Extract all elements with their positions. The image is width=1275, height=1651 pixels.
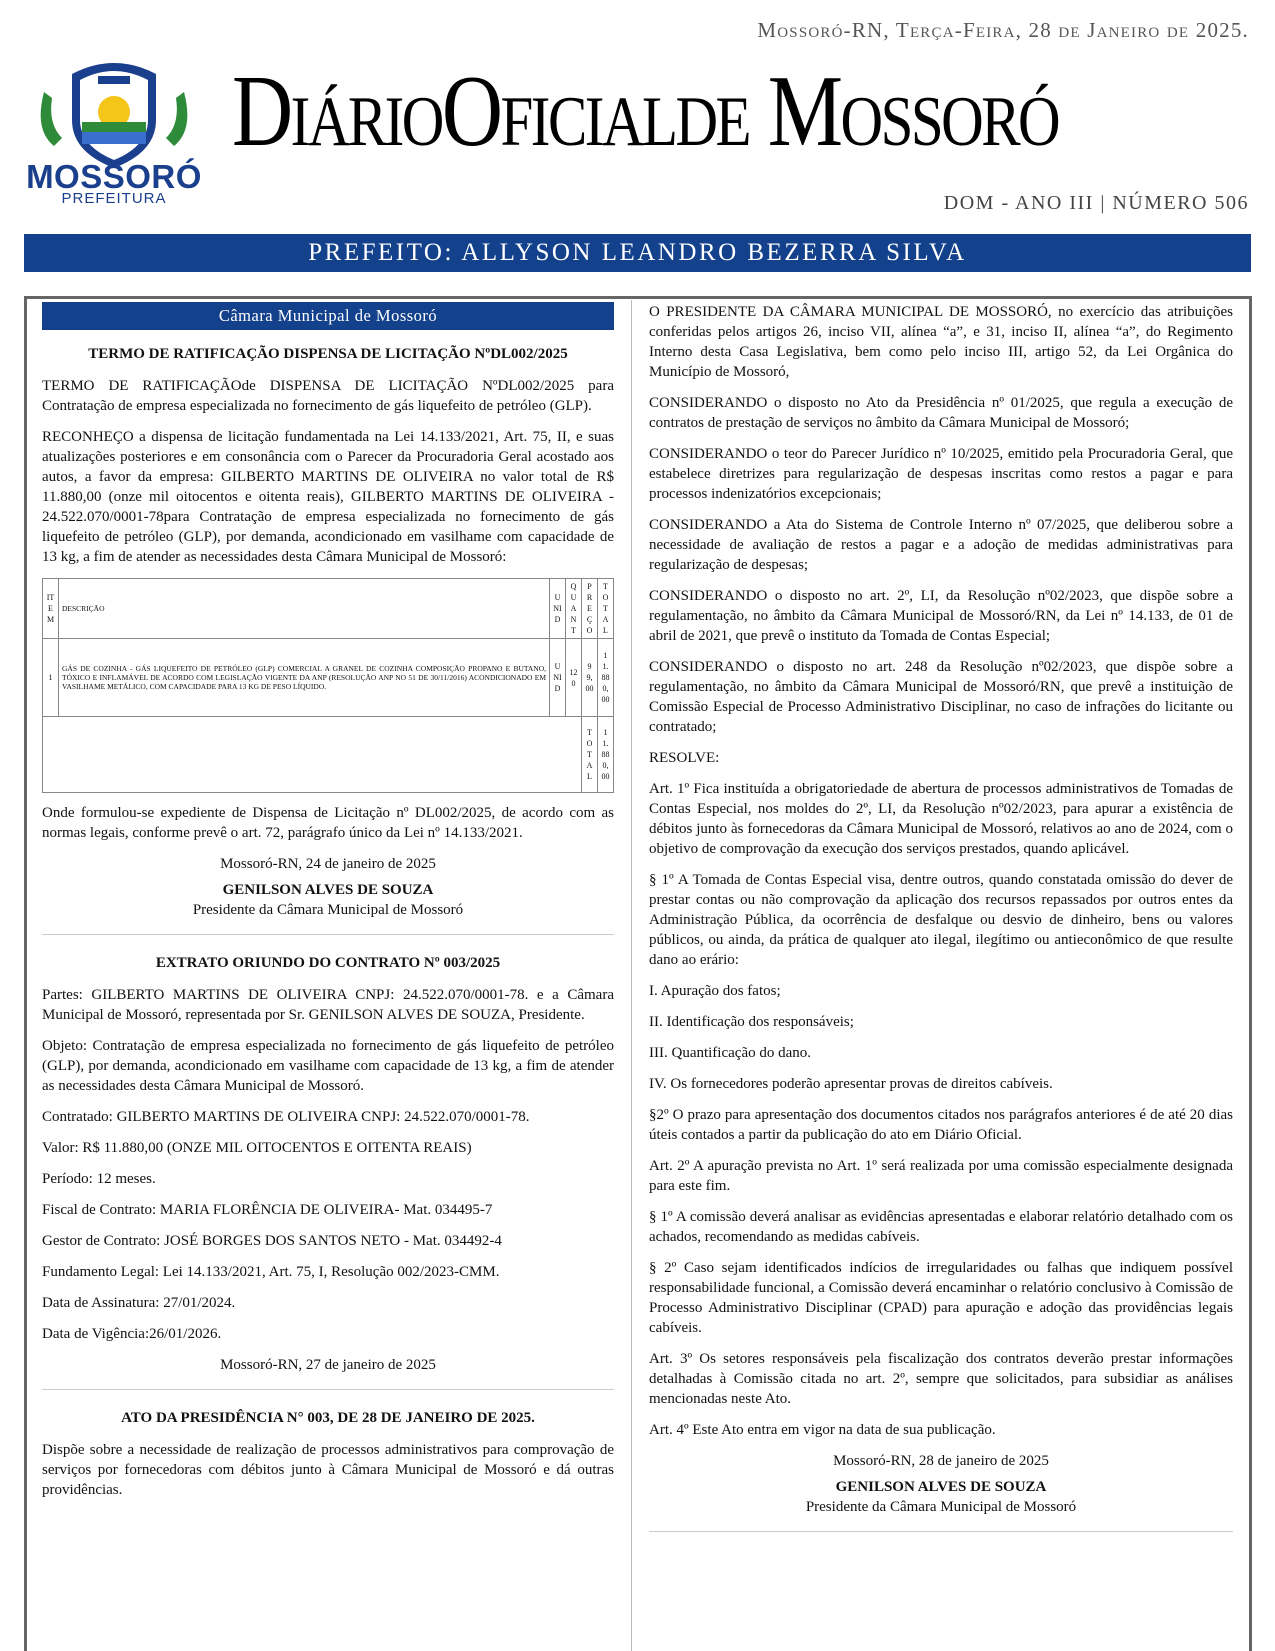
art-1-item-ii: II. Identificação dos responsáveis;: [649, 1014, 854, 1030]
termo-paragraph-2: RECONHEÇO a dispensa de licitação fundamentada na Lei 14.133/2021, Art. 75, II, e suas atualizações posteriores e em consonância com o Parecer da Procuradoria Geral acostado aos autos, a favor da empresa: GILBERTO MARTINS DE OLIVEIRA no valor total de R$ 11.880,00 (onze mil oitocentos e oitenta reais), GILBERTO MARTINS DE OLIVEIRA - 24.522.070/0001-78para Contratação de empresa especializada no fornecimento de gás liquefeito de petróleo (GLP), por demanda, acondicionado em vasilhame com capacidade de 13 kg, a fim de atender as necessidades desta Câmara Municipal de Mossoró:: [42, 429, 614, 565]
items-table: [42, 578, 614, 793]
masthead-word-2: Oficial: [441, 55, 676, 168]
ato-signatory-name: GENILSON ALVES DE SOUZA: [835, 1479, 1047, 1495]
header-description: DESCRIÇÃO: [59, 579, 550, 639]
logo-subtitle: PREFEITURA: [61, 190, 167, 207]
termo-signatory-role: Presidente da Câmara Municipal de Mossoró: [192, 902, 464, 918]
header-unid: UNID: [550, 579, 566, 639]
row-total: 11.880,00: [598, 639, 614, 717]
masthead-word-3: de: [675, 55, 750, 168]
row-preco: 99,00: [582, 639, 598, 717]
art-1: Art. 1º Fica instituída a obrigatoriedade de abertura de processos administrativos de Tomadas de Contas Especial, nos moldes do 2º, LI, da Resolução nº02/2023, para apurar a existência de débitos junto às fornecedoras da Câmara Municipal de Mossoró, relativos ao ano de 2024, com o objetivo de comprovação da execução dos serviços prestados, quando aplicável.: [649, 781, 1233, 857]
section-title: Câmara Municipal de Mossoró: [42, 302, 614, 330]
ato-title: ATO DA PRESIDÊNCIA N° 003, DE 28 DE JANEIRO DE 2025.: [121, 1410, 535, 1426]
extrato-valor: Valor: R$ 11.880,00 (ONZE MIL OITOCENTOS E OITENTA REAIS): [42, 1140, 472, 1156]
table-header-row: [43, 579, 614, 639]
extrato-periodo: Período: 12 meses.: [42, 1171, 156, 1187]
art-1-par-1: § 1º A Tomada de Contas Especial visa, dentre outros, quando constatada omissão do dever de prestar contas ou não comprovação da aplicação dos recursos repassados por outros entes da Administração Pública, da ocorrência de desfalque ou desvio de dinheiro, bens ou valores públicos, ou ainda, da prática de qualquer ato ilegal, ilegítimo ou antieconômico de que resulte dano ao erário:: [649, 872, 1233, 968]
header-preco: PREÇO: [582, 579, 598, 639]
art-2-par-1: § 1º A comissão deverá analisar as evidências apresentadas e elaborar relatório detalhado com os achados, recomendando as medidas cabíveis.: [649, 1209, 1233, 1245]
separator: [649, 1531, 1233, 1532]
extrato-title: EXTRATO ORIUNDO DO CONTRATO Nº 003/2025: [155, 955, 501, 971]
total-value: 11.880,00: [598, 717, 614, 793]
masthead-title: [232, 42, 1079, 182]
extrato-objeto: Objeto: Contratação de empresa especializada no fornecimento de gás liquefeito de petróleo (GLP), por demanda, acondicionado em vasilhame com capacidade de 13 kg, a fim de atender as necessidades desta Câmara Municipal de Mossoró.: [42, 1038, 614, 1094]
termo-signatory-name: GENILSON ALVES DE SOUZA: [222, 882, 434, 898]
art-2: Art. 2º A apuração prevista no Art. 1º será realizada por uma comissão especialmente designada para este fim.: [649, 1158, 1233, 1194]
extrato-fiscal: Fiscal de Contrato: MARIA FLORÊNCIA DE OLIVEIRA- Mat. 034495-7: [42, 1202, 493, 1218]
total-spacer: [43, 717, 582, 793]
extrato-contratado: Contratado: GILBERTO MARTINS DE OLIVEIRA CNPJ: 24.522.070/0001-78.: [42, 1109, 530, 1125]
art-1-item-i: I. Apuração dos fatos;: [649, 983, 781, 999]
row-description: GÁS DE COZINHA - GÁS LIQUEFEITO DE PETRÓLEO (GLP) COMERCIAL A GRANEL DE COZINHA COMPOSIÇÃO PROPANO E BUTANO, TÓXICO E INFLAMÁVEL DE ACORDO COM LEGISLAÇÃO VIGENTE DA ANP (RESOLUÇÃO ANP NO 51 DE 30/11/2016) ACONDICIONADO EM VASILHAME METÁLICO, COM CAPACIDADE PARA 13 KG DE PESO LÍQUIDO.: [59, 639, 550, 717]
mayor-banner: PREFEITO: ALLYSON LEANDRO BEZERRA SILVA: [24, 234, 1251, 272]
art-1-item-iii: III. Quantificação do dano.: [649, 1045, 812, 1061]
extrato-gestor: Gestor de Contrato: JOSÉ BORGES DOS SANTOS NETO - Mat. 034492-4: [42, 1233, 502, 1249]
row-item: 1: [43, 639, 59, 717]
row-quant: 120: [566, 639, 582, 717]
considerando-4: CONSIDERANDO o disposto no art. 2º, LI, da Resolução nº02/2023, que dispõe sobre a regulamentação, no âmbito da Câmara Municipal de Mossoró/RN, da Lei nº 14.133, de 01 de abril de 2021, que prevê o instituto da Tomada de Contas Especial;: [649, 588, 1233, 644]
termo-title: TERMO DE RATIFICAÇÃO DISPENSA DE LICITAÇÃO NºDL002/2025: [88, 346, 568, 362]
separator: [42, 934, 614, 935]
row-unid: UNID: [550, 639, 566, 717]
extrato-place-date: Mossoró-RN, 27 de janeiro de 2025: [220, 1357, 436, 1373]
ato-signatory-role: Presidente da Câmara Municipal de Mossoró: [805, 1499, 1077, 1515]
masthead-word-4: Mossoró: [767, 55, 1059, 168]
logo-wordmark: MOSSORÓ: [26, 158, 202, 195]
total-label: TOTAL: [582, 717, 598, 793]
header-quant: QUANT: [566, 579, 582, 639]
resolve-heading: RESOLVE:: [649, 750, 720, 766]
art-3: Art. 3º Os setores responsáveis pela fiscalização dos contratos deverão prestar informações detalhadas à Comissão citada no art. 2º, sempre que solicitados, para subsidiar as análises mencionadas neste Ato.: [649, 1351, 1233, 1407]
left-column: [42, 302, 614, 1511]
extrato-partes: Partes: GILBERTO MARTINS DE OLIVEIRA CNPJ: 24.522.070/0001-78. e a Câmara Municipal de Mossoró, representada por Sr. GENILSON ALVES DE SOUZA, Presidente.: [42, 987, 614, 1023]
extrato-fundamento: Fundamento Legal: Lei 14.133/2021, Art. 75, I, Resolução 002/2023-CMM.: [42, 1264, 500, 1280]
column-divider: [631, 300, 632, 1651]
art-2-par-2: § 2º Caso sejam identificados indícios de irregularidades ou falhas que indiquem possível responsabilidade funcional, a Comissão deverá encaminhar o relatório conclusivo à Comissão de Processo Administrativo Disciplinar (CPAD) para apuração e adoção das providências legais cabíveis.: [649, 1260, 1233, 1336]
ato-place-date: Mossoró-RN, 28 de janeiro de 2025: [833, 1453, 1049, 1469]
considerando-5: CONSIDERANDO o disposto no art. 248 da Resolução nº02/2023, que dispõe sobre a regulamentação, no âmbito da Câmara Municipal de Mossoró/RN, que prevê a instituição de Comissão Especial de Processo Administrativo Disciplinar, no caso de infrações do licitante ou contratado;: [649, 659, 1233, 735]
considerando-3: CONSIDERANDO a Ata do Sistema de Controle Interno nº 07/2025, que deliberou sobre a necessidade de avaliação de restos a pagar e a adoção de medidas administrativas para regularização de despesas;: [649, 517, 1233, 573]
termo-paragraph-3: Onde formulou-se expediente de Dispensa de Licitação nº DL002/2025, de acordo com as normas legais, conforme prevê o art. 72, parágrafo único da Lei nº 14.133/2021.: [42, 805, 614, 841]
header-total: TOTAL: [598, 579, 614, 639]
ato-preamble: O PRESIDENTE DA CÂMARA MUNICIPAL DE MOSSORÓ, no exercício das atribuições conferidas pelos artigos 26, inciso VII, alínea “a”, e 31, inciso II, alínea “a”, do Regimento Interno desta Casa Legislativa, bem como pelo inciso III, artigo 52, da Lei Orgânica do Município de Mossoró,: [649, 304, 1233, 380]
termo-paragraph-1: TERMO DE RATIFICAÇÃOde DISPENSA DE LICITAÇÃO NºDL002/2025 para Contratação de empresa especializada no fornecimento de gás liquefeito de petróleo (GLP).: [42, 378, 614, 414]
separator: [42, 1389, 614, 1390]
header-item: ITEM: [43, 579, 59, 639]
extrato-assinatura: Data de Assinatura: 27/01/2024.: [42, 1295, 236, 1311]
considerando-1: CONSIDERANDO o disposto no Ato da Presidência nº 01/2025, que regula a execução de contratos de prestação de serviços no âmbito da Câmara Municipal de Mossoró;: [649, 395, 1233, 431]
art-1-par-2: §2º O prazo para apresentação dos documentos citados nos parágrafos anteriores é de até 20 dias úteis contados a partir da publicação do ato em Diário Oficial.: [649, 1107, 1233, 1143]
right-column: [649, 302, 1233, 1550]
page-header: [0, 0, 1275, 236]
masthead-word-1: Diário: [232, 55, 442, 168]
considerando-2: CONSIDERANDO o teor do Parecer Jurídico nº 10/2025, emitido pela Procuradoria Geral, que estabelece diretrizes para regularização de despesas inscritas como restos a pagar e para processos indenizatórios excepcionais;: [649, 446, 1233, 502]
issue-dateline: Mossoró-RN, Terça-Feira, 28 de Janeiro de 2025.: [757, 18, 1249, 42]
termo-place-date: Mossoró-RN, 24 de janeiro de 2025: [220, 856, 436, 872]
ato-ementa: Dispõe sobre a necessidade de realização de processos administrativos para comprovação de serviços por fornecedoras com débitos junto à Câmara Municipal de Mossoró e dá outras providências.: [42, 1442, 614, 1498]
art-1-item-iv: IV. Os fornecedores poderão apresentar provas de direitos cabíveis.: [649, 1076, 1053, 1092]
art-4: Art. 4º Este Ato entra em vigor na data de sua publicação.: [649, 1422, 996, 1438]
extrato-vigencia: Data de Vigência:26/01/2026.: [42, 1326, 222, 1342]
table-row: [43, 639, 614, 717]
table-total-row: [43, 717, 614, 793]
issue-number: DOM - ANO III | NÚMERO 506: [943, 192, 1249, 214]
